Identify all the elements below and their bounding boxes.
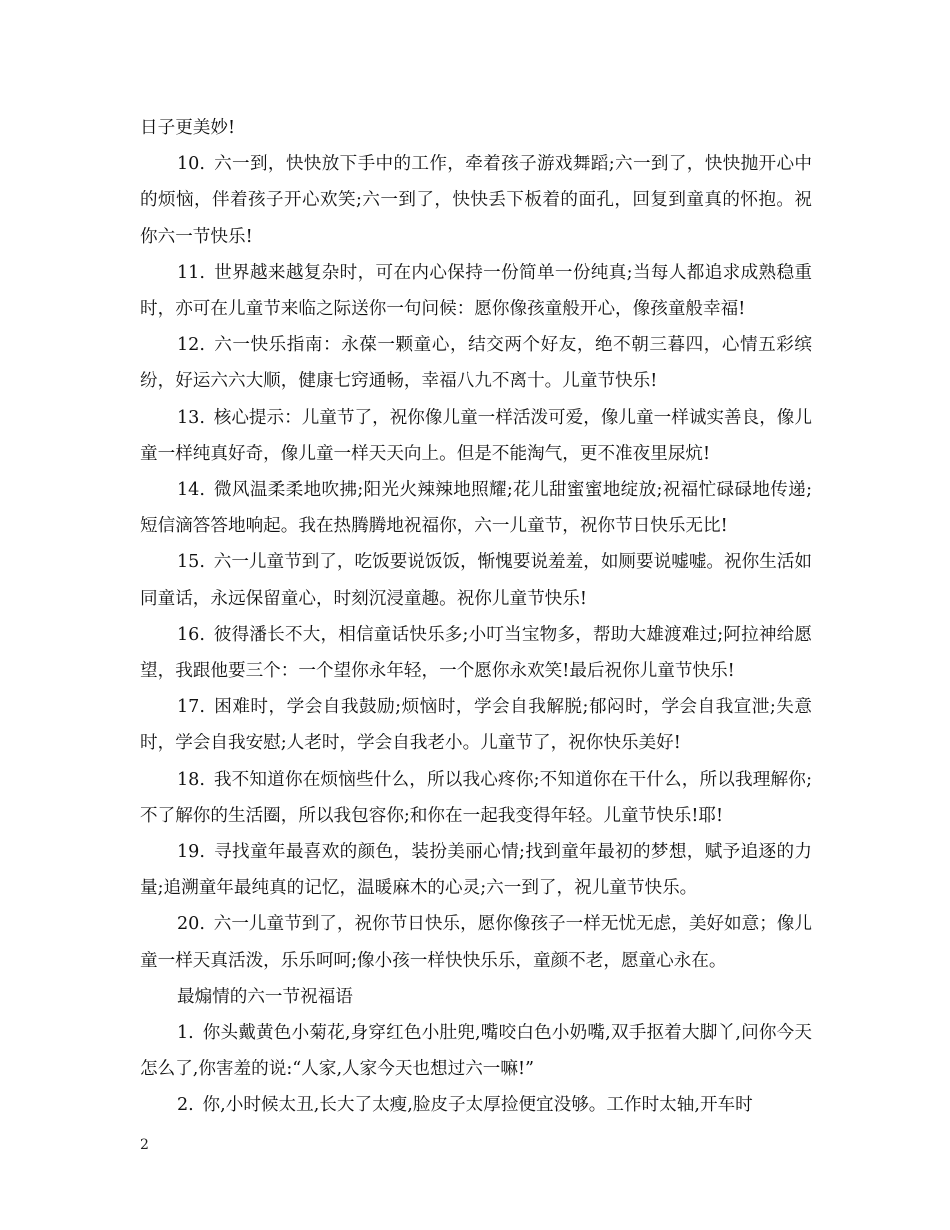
item-number: 10. <box>176 154 205 175</box>
page-number: 2 <box>140 1137 149 1153</box>
list-item <box>140 544 812 616</box>
list-item <box>140 327 812 399</box>
item-number: 17. <box>176 697 205 718</box>
item-number: 18. <box>176 769 205 790</box>
item-number: 12. <box>176 335 205 356</box>
section-heading: 最煽情的六一节祝福语 <box>176 986 353 1007</box>
item-text: 寻找童年最喜欢的颜色，装扮美丽心情;找到童年最初的梦想，赋予追逐的力量;追溯童年最纯真的记忆，温暖麻木的心灵;六一到了，祝儿童节快乐。 <box>140 842 812 899</box>
item-text: 困难时，学会自我鼓励;烦恼时，学会自我解脱;郁闷时，学会自我宣泄;失意时，学会自我安慰;人老时，学会自我老小。儿童节了，祝你快乐美好! <box>140 697 812 754</box>
list-item <box>140 689 812 761</box>
document-body <box>140 110 812 1124</box>
list-item <box>140 1087 812 1123</box>
item-number: 20. <box>176 914 205 935</box>
item-text: 你头戴黄色小菊花,身穿红色小肚兜,嘴咬白色小奶嘴,双手抠着大脚丫,问你今天怎么了,你害羞的说:“人家,人家今天也想过六一嘛!” <box>140 1023 812 1080</box>
item-number: 15. <box>176 552 205 573</box>
item-text: 你,小时候太丑,长大了太瘦,脸皮子太厚捡便宜没够。工作时太轴,开车时 <box>202 1095 753 1116</box>
item-text: 核心提示：儿童节了，祝你像儿童一样活泼可爱，像儿童一样诚实善良，像儿童一样纯真好奇，像儿童一样天天向上。但是不能淘气，更不准夜里尿炕! <box>140 407 812 464</box>
item-number: 11. <box>176 262 205 283</box>
list-item <box>140 906 812 978</box>
list-item <box>140 617 812 689</box>
item-number: 19. <box>176 842 205 863</box>
item-number: 1. <box>176 1023 194 1044</box>
item-text: 彼得潘长不大，相信童话快乐多;小叮当宝物多，帮助大雄渡难过;阿拉神给愿望，我跟他要三个：一个望你永年轻，一个愿你永欢笑!最后祝你儿童节快乐! <box>140 624 812 682</box>
list-item <box>140 472 812 544</box>
list-item <box>140 834 812 906</box>
list-item <box>140 255 812 327</box>
item-number: 13. <box>176 407 205 428</box>
item-text: 世界越来越复杂时，可在内心保持一份简单一份纯真;当每人都追求成熟稳重时，亦可在儿童节来临之际送你一句问候：愿你像孩童般开心，像孩童般幸福! <box>140 262 812 320</box>
list-item <box>140 1015 812 1087</box>
item-text: 六一到，快快放下手中的工作，牵着孩子游戏舞蹈;六一到了，快快抛开心中的烦恼，伴着孩子开心欢笑;六一到了，快快丢下板着的面孔，回复到童真的怀抱。祝你六一节快乐! <box>140 154 812 247</box>
item-text: 六一儿童节到了，祝你节日快乐，愿你像孩子一样无忧无虑，美好如意；像儿童一样天真活泼，乐乐呵呵;像小孩一样快快乐乐，童颜不老，愿童心永在。 <box>140 914 812 971</box>
list-item <box>140 146 812 255</box>
item-number: 2. <box>176 1095 194 1116</box>
list-item <box>140 762 812 834</box>
item-text: 微风温柔柔地吹拂;阳光火辣辣地照耀;花儿甜蜜蜜地绽放;祝福忙碌碌地传递;短信滴答答地响起。我在热腾腾地祝福你，六一儿童节，祝你节日快乐无比! <box>140 480 812 537</box>
list-item <box>140 400 812 472</box>
item-text: 六一快乐指南：永葆一颗童心，结交两个好友，绝不朝三暮四，心情五彩缤纷，好运六六大顺，健康七窍通畅，幸福八九不离十。儿童节快乐! <box>140 335 812 392</box>
lead-text: 日子更美妙! <box>140 118 236 138</box>
item-text: 六一儿童节到了，吃饭要说饭饭，惭愧要说羞羞，如厕要说嘘嘘。祝你生活如同童话，永远保留童心，时刻沉浸童趣。祝你儿童节快乐! <box>140 552 812 609</box>
item-number: 16. <box>176 624 205 645</box>
item-number: 14. <box>176 480 205 501</box>
item-text: 我不知道你在烦恼些什么，所以我心疼你;不知道你在干什么，所以我理解你;不了解你的生活圈，所以我包容你;和你在一起我变得年轻。儿童节快乐!耶! <box>140 769 812 826</box>
